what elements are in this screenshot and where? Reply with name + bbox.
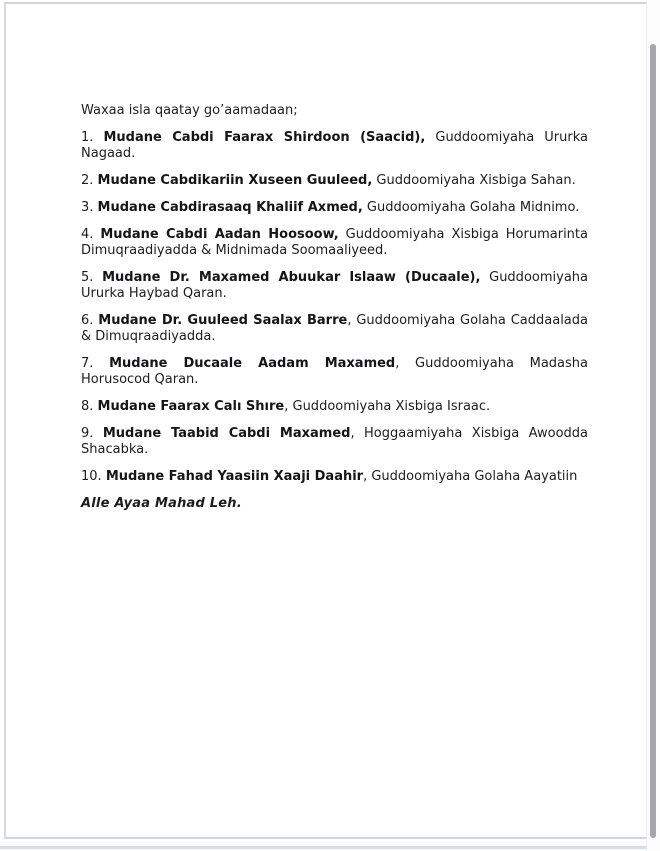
signatory-name: Mudane Taabid Cabdi Maxamed — [102, 426, 351, 441]
signatory-number: 3. — [81, 200, 98, 215]
signatory-item — [81, 200, 588, 216]
document-page — [4, 2, 646, 839]
signatory-item — [81, 270, 588, 302]
page-bottom-gap — [0, 841, 660, 851]
signatory-item — [81, 356, 588, 388]
intro-line: Waxaa isla qaatay go’aamadaan; — [81, 103, 298, 118]
signatory-number: 4. — [81, 227, 101, 242]
signatory-name: Mudane Cabdikariin Xuseen Guuleed, — [97, 173, 373, 188]
signatory-role: Guddoomiyaha Golaha Midnimo. — [362, 200, 580, 215]
signatory-item — [81, 469, 588, 485]
signatory-item — [81, 426, 588, 458]
scrollbar-track[interactable] — [646, 0, 660, 851]
signatory-role: Guddoomiyaha Ururka Haybad Qaran. — [81, 270, 588, 301]
signatory-name: Mudane Cabdirasaaq Khaliif Axmed, — [97, 200, 363, 215]
signatory-name: Mudane Dr. Maxamed Abuukar Islaaw (Ducaale), — [102, 270, 481, 285]
signatory-item — [81, 173, 588, 189]
signatory-number: 1. — [81, 130, 104, 145]
page-divider — [0, 846, 660, 849]
signatory-role: Guddoomiyaha Xisbiga Sahan. — [372, 173, 576, 188]
signatory-role: , Guddoomiyaha Xisbiga Israac. — [284, 399, 491, 414]
closing-line: Alle Ayaa Mahad Leh. — [81, 496, 242, 511]
scrollbar-thumb[interactable] — [650, 44, 656, 838]
signatory-item — [81, 130, 588, 162]
signatory-name: Mudane Cabdi Aadan Hoosoow, — [100, 227, 339, 242]
signatory-number: 5. — [81, 270, 103, 285]
signatory-name: Mudane Faarax Calı Shıre — [97, 399, 285, 414]
signatory-name: Mudane Ducaale Aadam Maxamed — [109, 356, 396, 371]
signatory-role: , Guddoomiyaha Golaha Aayatiin — [363, 469, 578, 484]
signatory-name: Mudane Dr. Guuleed Saalax Barre — [98, 313, 348, 328]
page-content — [6, 4, 646, 512]
signatory-role: Guddoomiyaha Ururka Nagaad. — [81, 130, 588, 161]
signatory-role: , Guddoomiyaha Golaha Caddaalada & Dimuqraadiyadda. — [81, 313, 588, 344]
signatory-number: 7. — [81, 356, 110, 371]
signatory-number: 2. — [81, 173, 98, 188]
signatory-role: Guddoomiyaha Xisbiga Horumarinta Dimuqraadiyadda & Midnimada Soomaaliyeed. — [81, 227, 588, 258]
signatory-item — [81, 227, 588, 259]
signatory-name: Mudane Fahad Yaasiin Xaaji Daahir — [105, 469, 364, 484]
signatory-number: 8. — [81, 399, 98, 414]
signatory-item — [81, 313, 588, 345]
signatory-number: 6. — [81, 313, 99, 328]
signatory-number: 9. — [81, 426, 103, 441]
signatory-role: , Hoggaamiyaha Xisbiga Awoodda Shacabka. — [81, 426, 588, 457]
signatory-number: 10. — [81, 469, 106, 484]
signatory-name: Mudane Cabdi Faarax Shirdoon (Saacid), — [103, 130, 426, 145]
signatory-item — [81, 399, 588, 415]
signatory-role: , Guddoomiyaha Madasha Horusocod Qaran. — [81, 356, 588, 387]
